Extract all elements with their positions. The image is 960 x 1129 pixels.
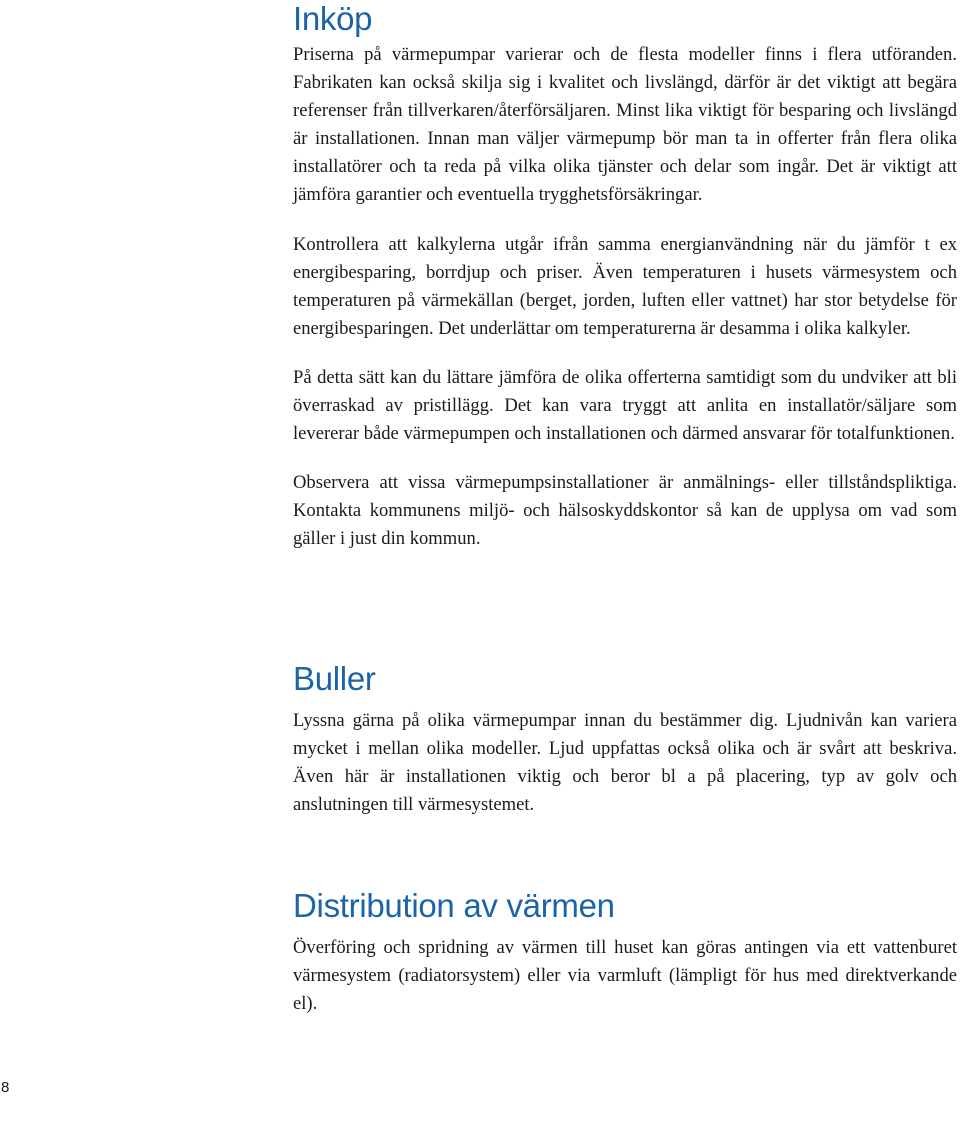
paragraph: Lyssna gärna på olika värmepumpar innan du bestämmer dig. Ljudnivån kan variera mycket i mellan olika modeller. Ljud uppfattas också olika och är svårt att beskriva. Även här är installationen viktig och beror bl a på placering, typ av golv och anslutningen till värmesystemet. — [293, 710, 957, 816]
section-heading-inkop: Inköp — [293, 0, 373, 37]
section-heading-buller: Buller — [293, 660, 376, 697]
section-inkop — [293, 0, 957, 554]
paragraph: Kontrollera att kalkylerna utgår ifrån samma energianvändning när du jämför t ex energibesparing, borrdjup och priser. Även temperaturen i husets värmesystem och temperaturen på värmekällan (berget, jorden, luften eller vattnet) har stor betydelse för energibesparingen. Det underlättar om temperaturerna är desamma i olika kalkyler. — [293, 233, 957, 339]
paragraph: Observera att vissa värmepumpsinstallationer är anmälnings- eller tillståndspliktiga. Kontakta kommunens miljö- och hälsoskyddskontor så kan de upplysa om vad som gäller i just din kommun. — [293, 472, 957, 550]
paragraph: Priserna på värmepumpar varierar och de flesta modeller finns i flera utföranden. Fabrikaten kan också skilja sig i kvalitet och livslängd, därför är det viktigt att begära referenser från tillverkaren/återförsäljaren. Minst lika viktigt för besparing och livslängd är installationen. Innan man väljer värmepump bör man ta in offerter från flera olika installatörer och ta reda på vilka olika tjänster och delar som ingår. Det är viktigt att jämföra garantier och eventuella trygghetsförsäkringar. — [293, 44, 957, 206]
paragraph: På detta sätt kan du lättare jämföra de olika offerterna samtidigt som du undviker att bli överraskad av pristillägg. Det kan vara tryggt att anlita en installatör/säljare som levererar både värmepumpen och installationen och därmed ansvarar för totalfunktionen. — [293, 366, 957, 445]
paragraph: Överföring och spridning av värmen till huset kan göras antingen via ett vattenburet värmesystem (radiatorsystem) eller via varmluft (lämpligt för hus med direktverkande el). — [293, 937, 957, 1015]
section-buller — [293, 660, 957, 819]
section-heading-distribution: Distribution av värmen — [293, 887, 615, 924]
section-distribution — [293, 887, 957, 1018]
page-number: 8 — [1, 1079, 10, 1096]
